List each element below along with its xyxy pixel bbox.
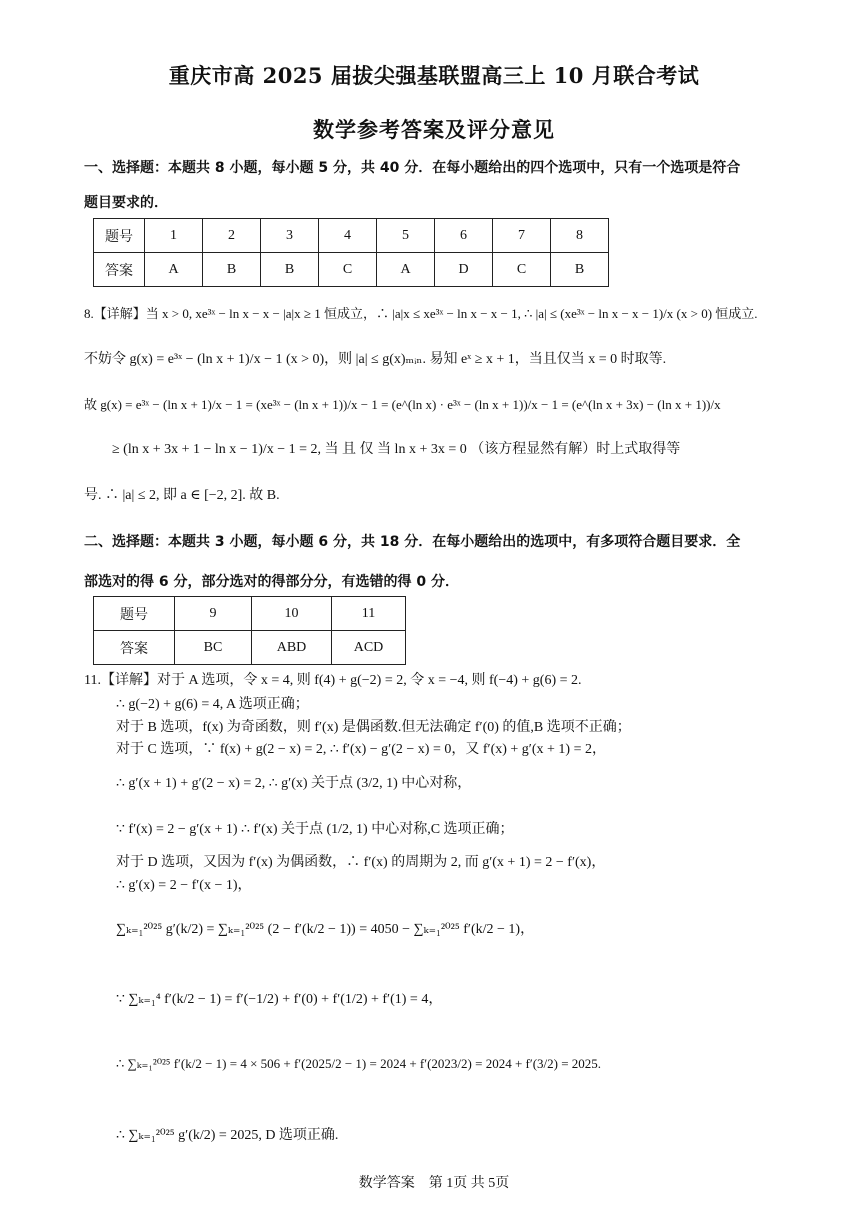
table-row-numbers: [94, 219, 609, 253]
page-subtitle: 数学参考答案及评分意见: [313, 117, 555, 142]
q11-line: ∴ ∑ₖ₌₁²⁰²⁵ g′(k/2) = 2025, D 选项正确.: [116, 1128, 339, 1143]
page-title: 重庆市高 2025 届拔尖强基联盟高三上 10 月联合考试: [168, 63, 700, 88]
section1-heading-line2: 题目要求的．: [84, 195, 168, 211]
table-cell: B: [551, 253, 609, 287]
q8-line: 号. ∴ |a| ≤ 2, 即 a ∈ [−2, 2]. 故 B.: [84, 488, 280, 503]
table-cell: ABD: [252, 631, 332, 665]
q8-line: ≥ (ln x + 3x + 1 − ln x − 1)/x − 1 = 2, 当 且 仅 当 ln x + 3x = 0 （该方程显然有解）时上式取得等: [112, 442, 681, 457]
table-row-answers: [94, 631, 406, 665]
table-cell: 11: [332, 597, 406, 631]
q11-line: ∵ ∑ₖ₌₁⁴ f′(k/2 − 1) = f′(−1/2) + f′(0) + f′(1/2) + f′(1) = 4，: [116, 992, 443, 1007]
table-cell: 5: [377, 219, 435, 253]
section2-heading-line1: 二、选择题：本题共 3 小题，每小题 6 分，共 18 分．在每小题给出的选项中，有多项符合题目要求．全: [84, 534, 741, 550]
q11-line: ∴ g′(x + 1) + g′(2 − x) = 2, ∴ g′(x) 关于点 (3/2, 1) 中心对称，: [116, 776, 472, 791]
row-label: 答案: [94, 631, 175, 665]
table-cell: 3: [261, 219, 319, 253]
table-cell: 1: [145, 219, 203, 253]
table-cell: D: [435, 253, 493, 287]
row-label: 题号: [94, 597, 175, 631]
section1-heading-line1: 一、选择题：本题共 8 小题，每小题 5 分，共 40 分．在每小题给出的四个选项中，只有一个选项是符合: [84, 160, 741, 176]
q11-line: 11.【详解】对于 A 选项，令 x = 4, 则 f(4) + g(−2) = 2, 令 x = −4, 则 f(−4) + g(6) = 2.: [84, 673, 582, 688]
page-footer: 数学答案 第 1页 共 5页: [358, 1176, 510, 1191]
table-cell: 10: [252, 597, 332, 631]
section1-answer-table: [93, 218, 609, 287]
table-row-answers: [94, 253, 609, 287]
table-cell: 8: [551, 219, 609, 253]
row-label: 答案: [94, 253, 145, 287]
q11-line: ∴ ∑ₖ₌₁²⁰²⁵ f′(k/2 − 1) = 4 × 506 + f′(2025/2 − 1) = 2024 + f′(2023/2) = 2024 + f′(3/2) = 2025.: [116, 1056, 602, 1071]
table-cell: B: [203, 253, 261, 287]
q8-line: 8.【详解】当 x > 0, xe³ˣ − ln x − x − |a|x ≥ 1 恒成立，∴ |a|x ≤ xe³ˣ − ln x − x − 1, ∴ |a| ≤ (xe³ˣ − ln x − x − 1)/x (x > 0) 恒成立.: [84, 306, 758, 321]
q11-line: ∴ g′(x) = 2 − f′(x − 1)，: [116, 878, 252, 893]
table-cell: A: [377, 253, 435, 287]
table-row-numbers: [94, 597, 406, 631]
table-cell: 7: [493, 219, 551, 253]
table-cell: ACD: [332, 631, 406, 665]
q8-line: 故 g(x) = e³ˣ − (ln x + 1)/x − 1 = (xe³ˣ − (ln x + 1))/x − 1 = (e^(ln x) · e³ˣ − (ln x + 1))/x − 1 = (e^(ln x + 3x) − (ln x + 1))/x: [84, 397, 721, 412]
q11-line: 对于 D 选项，又因为 f′(x) 为偶函数，∴ f′(x) 的周期为 2, 而 g′(x + 1) = 2 − f′(x)，: [116, 855, 606, 870]
table-cell: C: [493, 253, 551, 287]
table-cell: BC: [175, 631, 252, 665]
q11-line: ∵ f′(x) = 2 − g′(x + 1) ∴ f′(x) 关于点 (1/2, 1) 中心对称,C 选项正确；: [116, 822, 514, 837]
table-cell: B: [261, 253, 319, 287]
q11-line: 对于 B 选项，f(x) 为奇函数，则 f′(x) 是偶函数.但无法确定 f′(0) 的值,B 选项不正确；: [116, 720, 631, 735]
q8-line: 不妨令 g(x) = e³ˣ − (ln x + 1)/x − 1 (x > 0)，则 |a| ≤ g(x)ₘᵢₙ. 易知 eˣ ≥ x + 1，当且仅当 x = 0 时取等.: [84, 352, 667, 367]
q11-line: 对于 C 选项，∵ f(x) + g(2 − x) = 2, ∴ f′(x) − g′(2 − x) = 0，又 f′(x) + g′(x + 1) = 2，: [116, 742, 606, 757]
section2-heading-line2: 部选对的得 6 分，部分选对的得部分分，有选错的得 0 分．: [84, 574, 459, 590]
section2-answer-table: [93, 596, 406, 665]
q11-line: ∑ₖ₌₁²⁰²⁵ g′(k/2) = ∑ₖ₌₁²⁰²⁵ (2 − f′(k/2 − 1)) = 4050 − ∑ₖ₌₁²⁰²⁵ f′(k/2 − 1)，: [116, 922, 535, 937]
table-cell: 4: [319, 219, 377, 253]
row-label: 题号: [94, 219, 145, 253]
table-cell: 6: [435, 219, 493, 253]
table-cell: A: [145, 253, 203, 287]
q11-line: ∴ g(−2) + g(6) = 4, A 选项正确；: [116, 697, 309, 712]
table-cell: 9: [175, 597, 252, 631]
table-cell: 2: [203, 219, 261, 253]
table-cell: C: [319, 253, 377, 287]
